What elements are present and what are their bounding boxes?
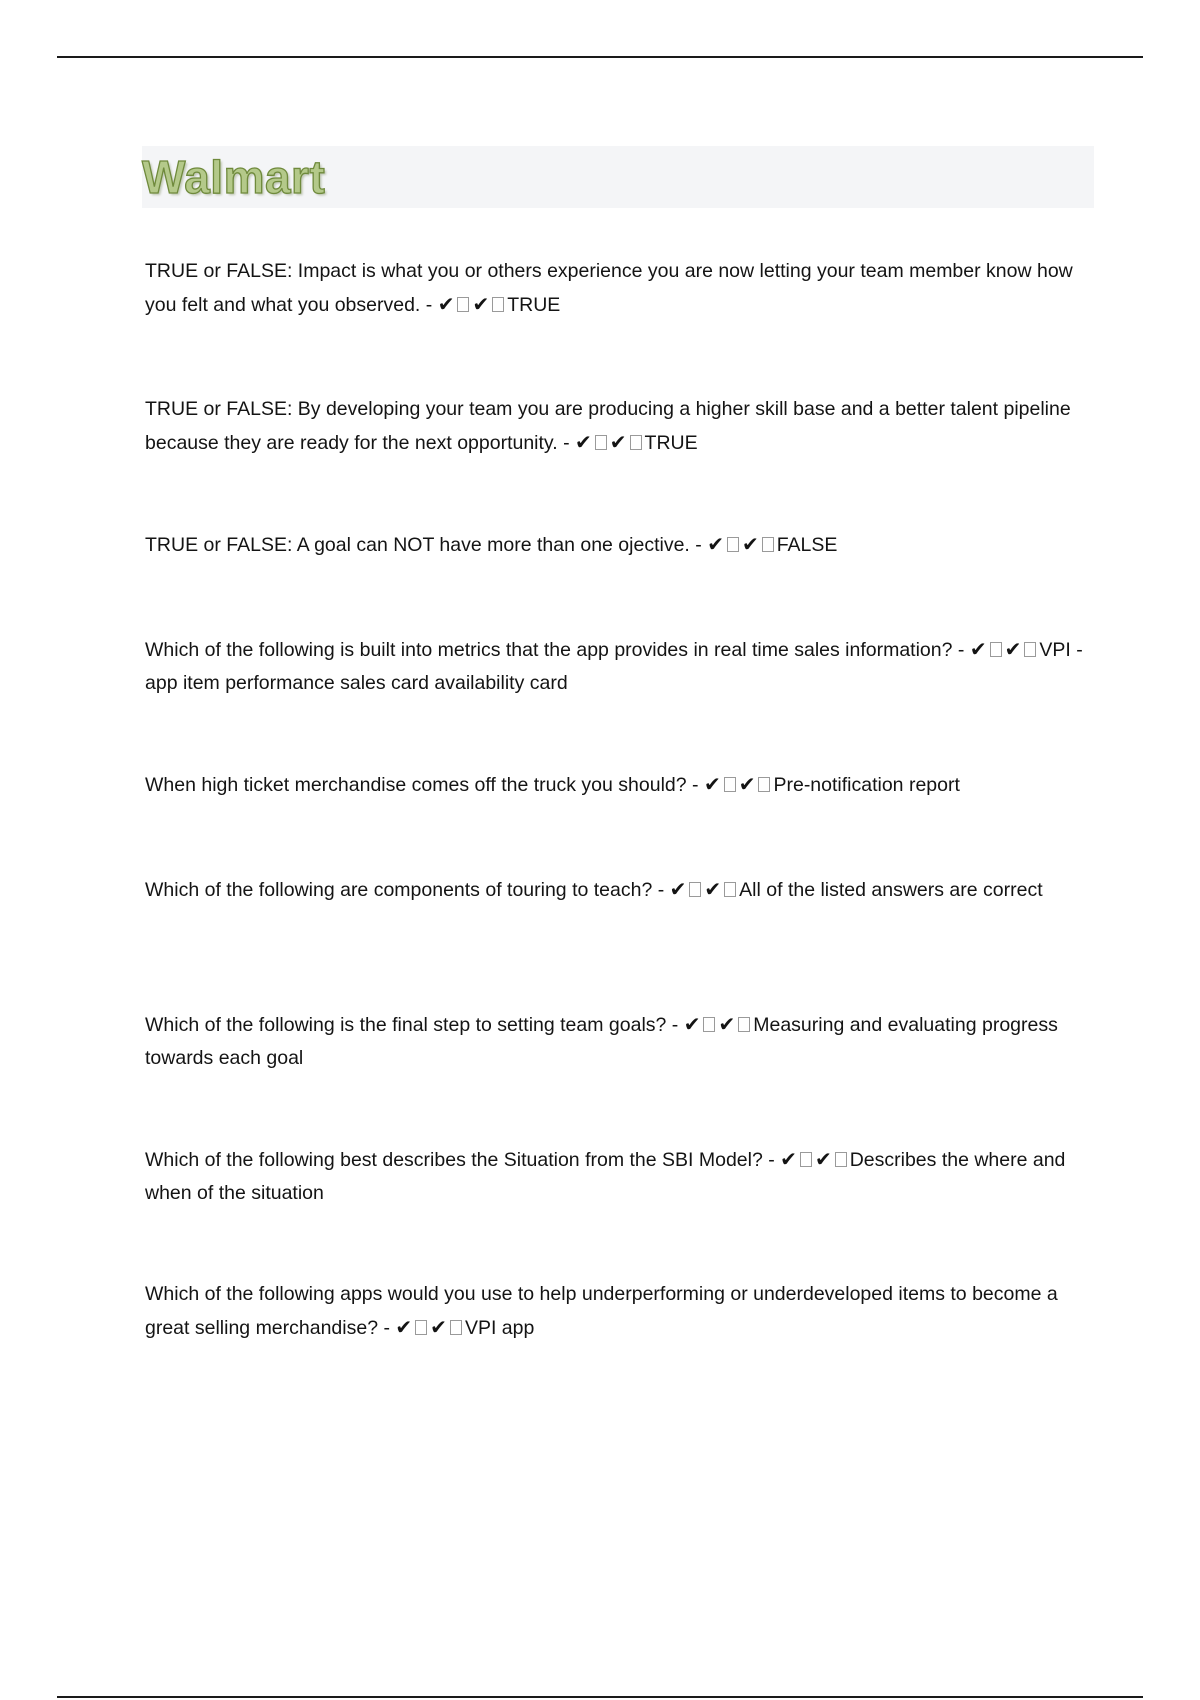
empty-box-icon xyxy=(595,435,607,450)
answer-text: TRUE xyxy=(507,294,561,316)
check-icon: ✔ xyxy=(575,430,592,454)
check-icon: ✔ xyxy=(969,637,987,661)
empty-box-icon xyxy=(1024,642,1036,657)
check-icon: ✔ xyxy=(1004,637,1022,661)
question-text: Which of the following best describes the Situation from the SBI Model? xyxy=(145,1149,763,1171)
answer-text: All of the listed answers are correct xyxy=(739,879,1043,901)
empty-box-icon xyxy=(689,882,701,897)
separator: - xyxy=(652,879,670,901)
answer-text: Measuring and evaluating progress towards each goal xyxy=(145,1014,1058,1069)
check-icon: ✔ xyxy=(718,1012,736,1036)
qa-item xyxy=(145,1008,1085,1075)
check-icon: ✔ xyxy=(741,532,759,556)
empty-box-icon xyxy=(703,1017,715,1032)
empty-box-icon xyxy=(450,1320,462,1335)
separator: - xyxy=(952,639,970,661)
question-text: TRUE or FALSE: Impact is what you or others experience you are now letting your team member know how you felt and what you observed. xyxy=(145,260,1073,316)
question-text: Which of the following are components of touring to teach? xyxy=(145,879,653,901)
empty-box-icon xyxy=(415,1320,427,1335)
empty-box-icon xyxy=(724,882,736,897)
question-text: When high ticket merchandise comes off the truck you should? xyxy=(145,774,687,796)
top-rule xyxy=(57,56,1143,58)
check-icon: ✔ xyxy=(669,877,687,901)
qa-item xyxy=(145,1143,1085,1210)
qa-item xyxy=(145,633,1085,700)
empty-box-icon xyxy=(727,537,739,552)
empty-box-icon xyxy=(758,777,770,792)
separator: - xyxy=(557,432,575,454)
bottom-rule xyxy=(57,1696,1143,1698)
answer-text: VPI - app item performance sales card availability card xyxy=(145,639,1083,694)
header-band xyxy=(142,146,1094,208)
check-icon: ✔ xyxy=(609,430,627,454)
question-text: Which of the following apps would you use to help underperforming or underdeveloped items to become a great selling merchandise? xyxy=(145,1283,1058,1339)
check-icon: ✔ xyxy=(395,1315,413,1339)
qa-item xyxy=(145,1278,1085,1345)
empty-box-icon xyxy=(738,1017,750,1032)
qa-item xyxy=(145,255,1085,322)
answer-text: TRUE xyxy=(644,432,698,454)
answer-text: Pre-notification report xyxy=(773,774,960,796)
qa-item xyxy=(145,393,1085,460)
check-icon: ✔ xyxy=(780,1147,797,1171)
empty-box-icon xyxy=(990,642,1002,657)
empty-box-icon xyxy=(630,435,642,450)
check-icon: ✔ xyxy=(437,292,455,316)
empty-box-icon xyxy=(800,1152,812,1167)
qa-item xyxy=(145,528,1085,562)
question-text: Which of the following is the final step to setting team goals? xyxy=(145,1014,667,1036)
empty-box-icon xyxy=(492,297,504,312)
separator: - xyxy=(378,1317,396,1339)
check-icon: ✔ xyxy=(738,772,756,796)
question-text: TRUE or FALSE: A goal can NOT have more than one ojective. xyxy=(145,534,690,556)
separator: - xyxy=(762,1149,781,1171)
check-icon: ✔ xyxy=(707,532,724,556)
check-icon: ✔ xyxy=(683,1012,701,1036)
separator: - xyxy=(689,534,708,556)
qa-item xyxy=(145,873,1085,907)
question-text: Which of the following is built into metrics that the app provides in real time sales information? xyxy=(145,639,953,661)
empty-box-icon xyxy=(835,1152,847,1167)
question-text: TRUE or FALSE: By developing your team you are producing a higher skill base and a better talent pipeline because they are ready for the next opportunity. xyxy=(145,398,1071,454)
empty-box-icon xyxy=(724,777,736,792)
check-icon: ✔ xyxy=(703,772,721,796)
separator: - xyxy=(686,774,704,796)
qa-item xyxy=(145,768,1085,802)
answer-text: Describes the where and when of the situation xyxy=(145,1149,1066,1204)
document-title: Walmart xyxy=(142,151,326,203)
answer-text: FALSE xyxy=(776,534,838,556)
answer-text: VPI app xyxy=(464,1317,535,1339)
separator: - xyxy=(420,294,438,316)
check-icon: ✔ xyxy=(704,877,722,901)
check-icon: ✔ xyxy=(430,1315,447,1339)
empty-box-icon xyxy=(457,297,469,312)
separator: - xyxy=(666,1014,684,1036)
empty-box-icon xyxy=(762,537,774,552)
check-icon: ✔ xyxy=(814,1147,832,1171)
check-icon: ✔ xyxy=(472,292,490,316)
